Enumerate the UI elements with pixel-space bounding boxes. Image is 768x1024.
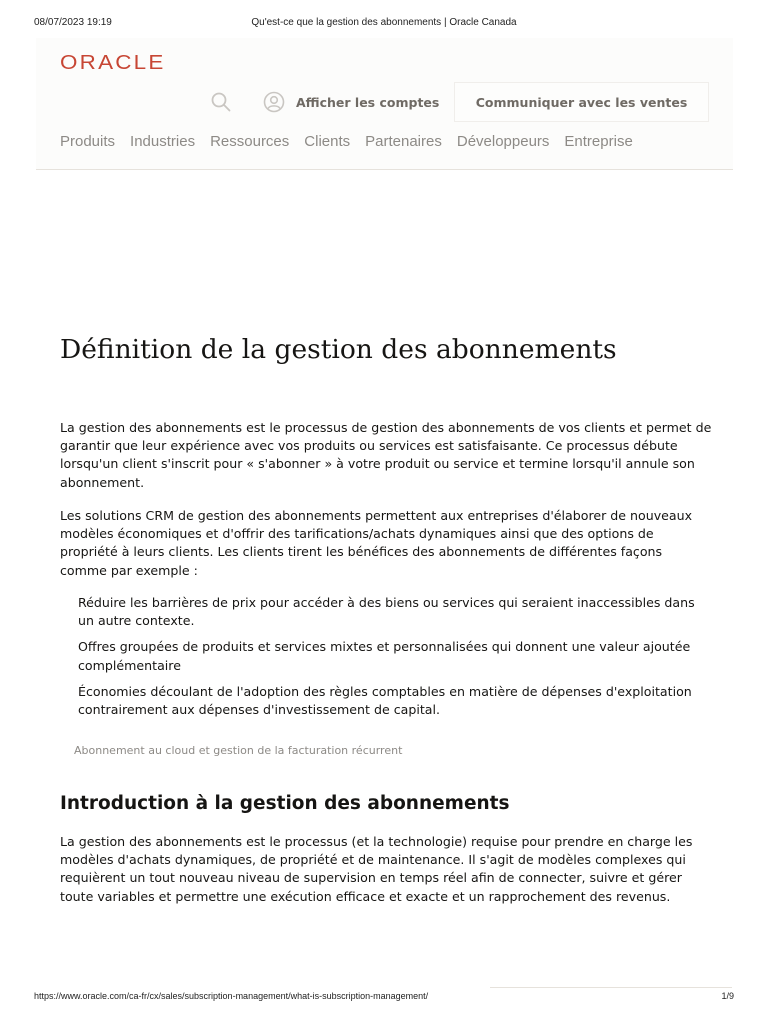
oracle-logo[interactable]: ORACLE	[60, 52, 166, 74]
section-heading: Introduction à la gestion des abonnements	[60, 793, 510, 814]
nav-item-developpeurs[interactable]: Développeurs	[456, 133, 550, 150]
nav-item-industries[interactable]: Industries	[130, 133, 196, 150]
benefits-list	[78, 594, 708, 727]
contact-sales-button[interactable]: Communiquer avec les ventes	[454, 82, 709, 122]
user-circle-icon[interactable]	[263, 91, 285, 113]
nav-item-produits[interactable]: Produits	[60, 133, 116, 150]
crm-paragraph: Les solutions CRM de gestion des abonnements permettent aux entreprises d'élaborer de nouveaux modèles économiques et d'offrir des tarifications/achats dynamiques ainsi que des options de propriété à leurs clients. Les clients tirent les bénéfices des abonnements de différentes façons comme par exemple :	[60, 508, 693, 578]
page-title: Définition de la gestion des abonnements	[60, 334, 617, 365]
view-accounts-link[interactable]: Afficher les comptes	[296, 95, 440, 110]
print-date: 08/07/2023 19:19	[34, 17, 112, 28]
list-item: Offres groupées de produits et services mixtes et personnalisées qui donnent une valeur ajoutée complémentaire	[78, 639, 691, 673]
print-footer	[34, 991, 734, 1005]
search-icon[interactable]	[210, 91, 232, 113]
site-header	[36, 38, 733, 169]
nav-item-ressources[interactable]: Ressources	[210, 133, 290, 150]
nav-item-clients[interactable]: Clients	[304, 133, 351, 150]
list-item: Réduire les barrières de prix pour accéder à des biens ou services qui seraient inaccessibles dans un autre contexte.	[78, 595, 695, 629]
page-number: 1/9	[721, 991, 734, 1001]
main-nav	[60, 133, 633, 150]
print-url[interactable]: https://www.oracle.com/ca-fr/cx/sales/subscription-management/what-is-subscription-management/	[34, 991, 429, 1001]
nav-item-entreprise[interactable]: Entreprise	[564, 133, 633, 150]
nav-item-partenaires[interactable]: Partenaires	[365, 133, 442, 150]
footer-divider	[490, 987, 732, 988]
image-caption: Abonnement au cloud et gestion de la facturation récurrent	[74, 744, 403, 757]
print-header	[34, 17, 734, 31]
header-divider	[36, 169, 733, 170]
intro-paragraph: La gestion des abonnements est le processus de gestion des abonnements de vos clients et permet de garantir que leur expérience avec vos produits ou services est satisfaisante. Ce processus débute lorsqu'un client s'inscrit pour « s'abonner » à votre produit ou service et termine lorsqu'il annule son abonnement.	[60, 420, 712, 490]
section-paragraph: La gestion des abonnements est le processus (et la technologie) requise pour prendre en charge les modèles d'achats dynamiques, de propriété et de maintenance. Il s'agit de modèles complexes qui requièrent un tout nouveau niveau de supervision en temps réel afin de connecter, suivre et gérer toute variables et permettre une exécution efficace et exacte et un rapprochement des revenus.	[60, 834, 693, 904]
list-item: Économies découlant de l'adoption des règles comptables en matière de dépenses d'exploitation contrairement aux dépenses d'investissement de capital.	[78, 683, 692, 718]
print-document-title: Qu'est-ce que la gestion des abonnements | Oracle Canada	[251, 17, 517, 28]
